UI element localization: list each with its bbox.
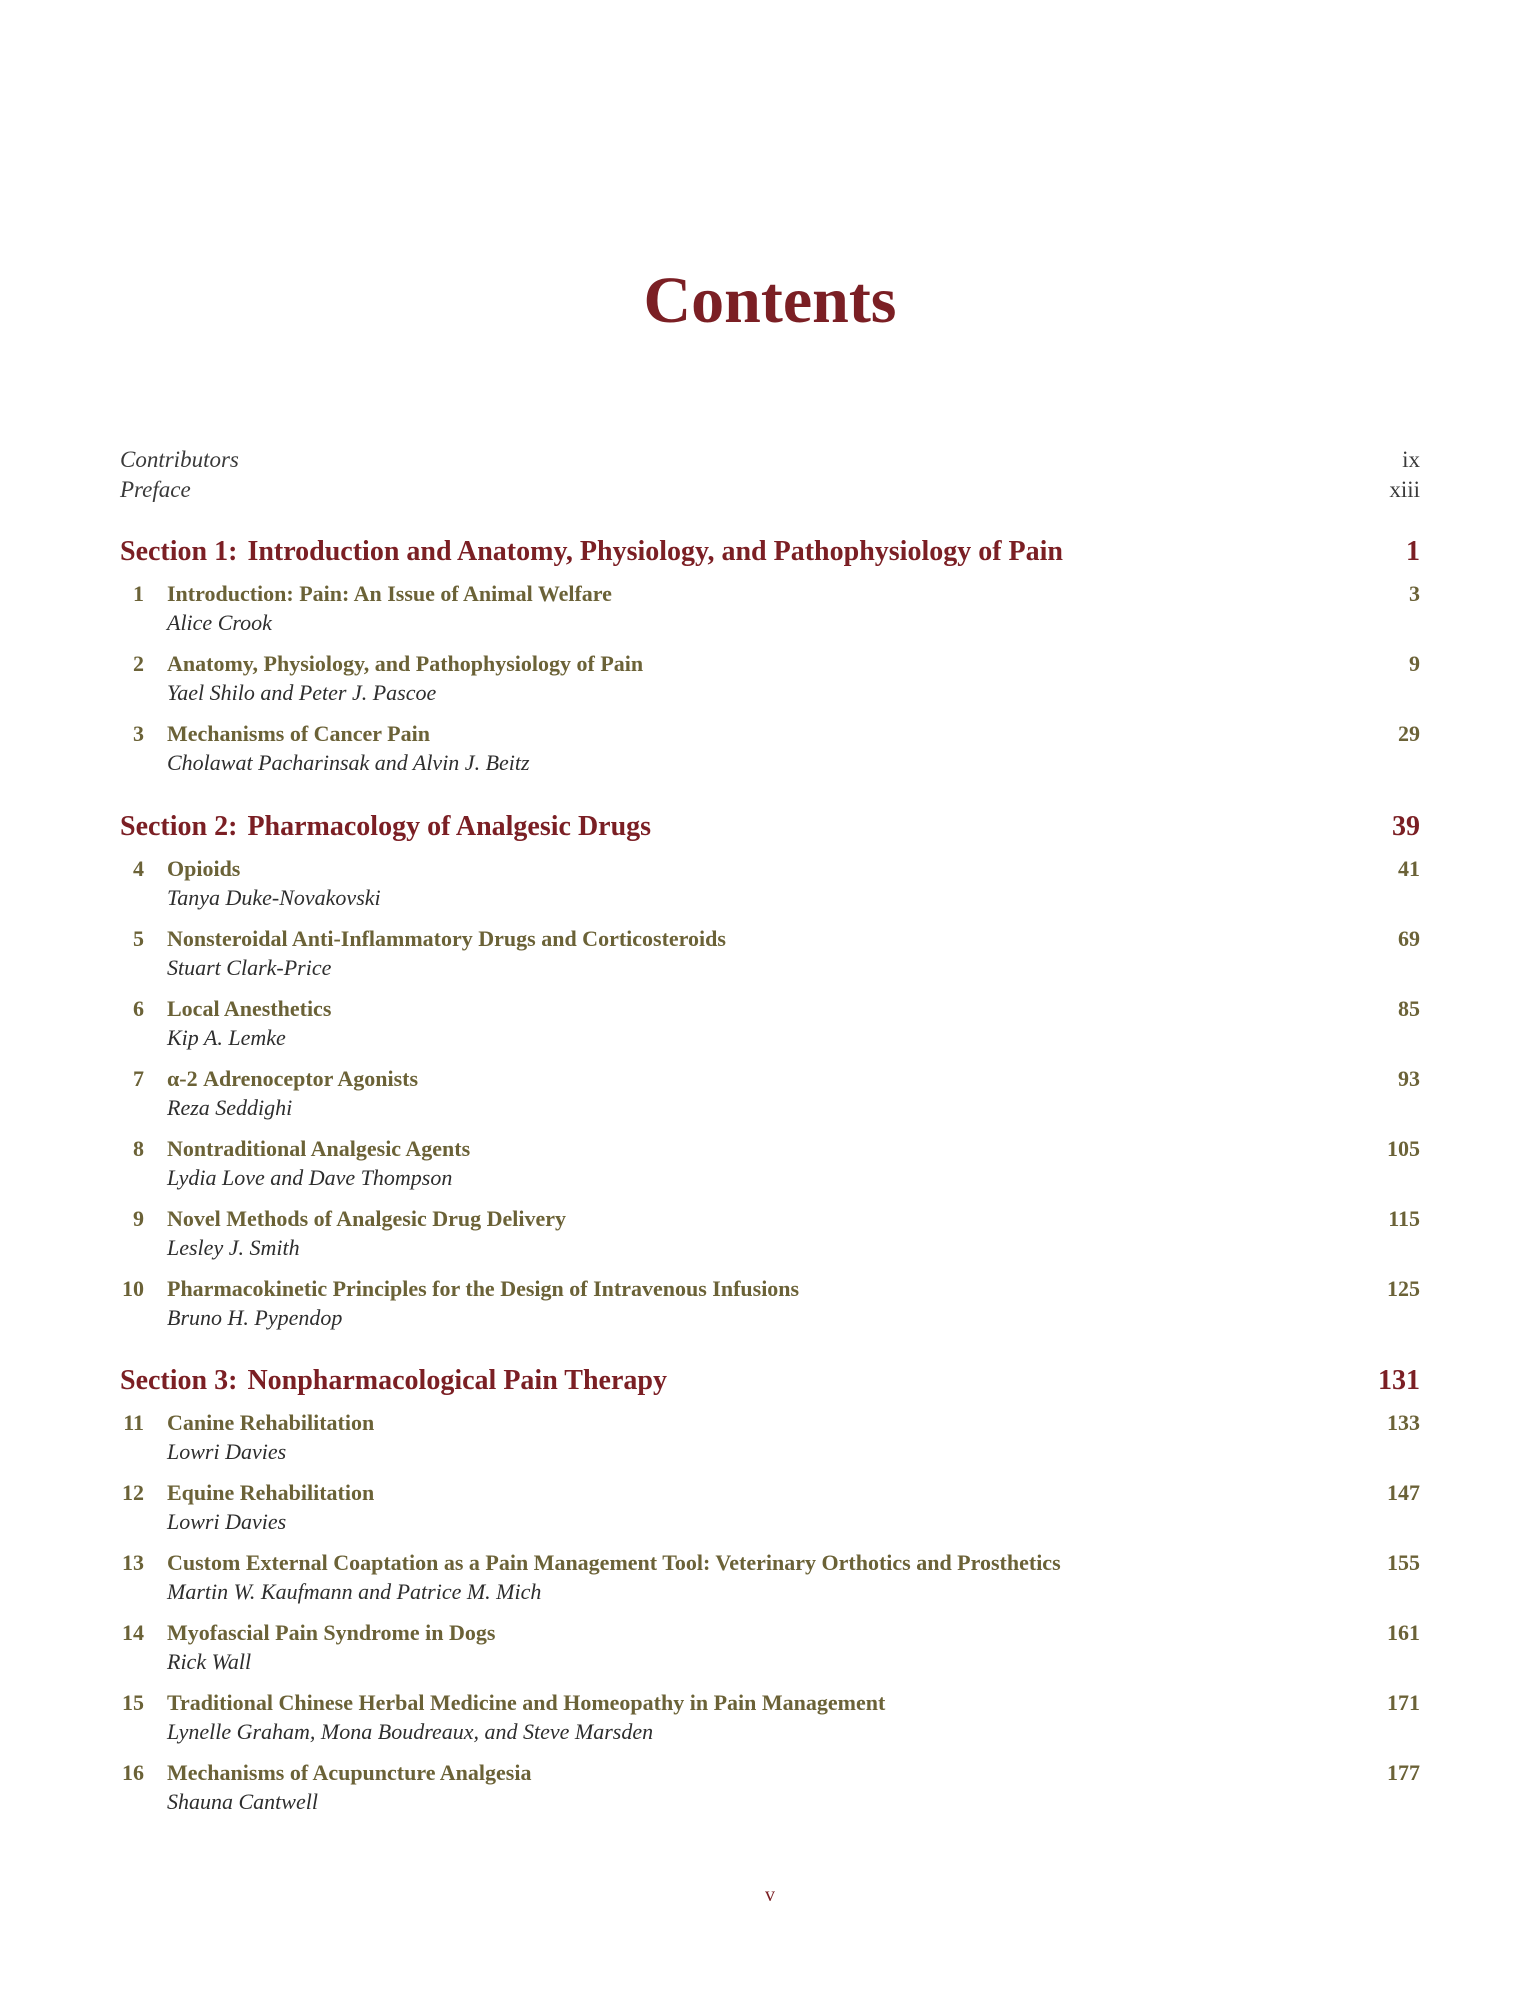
front-matter-label: Preface [120, 477, 191, 502]
chapter-author: Yael Shilo and Peter J. Pascoe [167, 680, 437, 705]
chapter-entry[interactable] [120, 1479, 1420, 1535]
chapter-entry[interactable] [120, 720, 1420, 776]
chapter-entry[interactable] [120, 1135, 1420, 1191]
chapter-entry[interactable] [120, 1409, 1420, 1465]
chapter-entry[interactable] [120, 1549, 1420, 1605]
chapter-number: 8 [133, 1136, 144, 1161]
chapter-author: Lynelle Graham, Mona Boudreaux, and Steve Marsden [167, 1719, 654, 1744]
chapter-author: Reza Seddighi [167, 1095, 293, 1120]
front-matter-preface[interactable] [120, 476, 1420, 504]
section-1-heading[interactable] [120, 535, 1420, 569]
chapter-title: Opioids [167, 856, 241, 881]
chapter-page: 133 [1387, 1410, 1420, 1435]
chapter-title: Anatomy, Physiology, and Pathophysiology of Pain [167, 651, 644, 676]
section-title: Pharmacology of Analgesic Drugs [247, 811, 652, 842]
section-page: 131 [1378, 1365, 1420, 1396]
chapter-page: 105 [1387, 1136, 1420, 1161]
chapter-page: 41 [1398, 856, 1420, 881]
chapter-title: Canine Rehabilitation [167, 1410, 375, 1435]
chapter-author: Lesley J. Smith [167, 1235, 300, 1260]
chapter-title: Local Anesthetics [167, 996, 332, 1021]
chapter-title: Novel Methods of Analgesic Drug Delivery [167, 1206, 566, 1231]
chapter-author: Lowri Davies [167, 1509, 287, 1534]
chapter-page: 29 [1398, 721, 1420, 746]
chapter-page: 171 [1387, 1690, 1420, 1715]
chapter-entry[interactable] [120, 1689, 1420, 1745]
chapter-number: 11 [123, 1410, 144, 1435]
chapter-number: 5 [133, 926, 144, 951]
chapter-entry[interactable] [120, 855, 1420, 911]
chapter-title: Equine Rehabilitation [167, 1480, 375, 1505]
chapter-page: 85 [1398, 996, 1420, 1021]
chapter-page: 177 [1387, 1760, 1420, 1785]
chapter-author: Shauna Cantwell [167, 1789, 318, 1814]
chapter-page: 147 [1387, 1480, 1420, 1505]
section-2-heading[interactable] [120, 810, 1420, 844]
chapter-number: 12 [122, 1480, 144, 1505]
chapter-author: Tanya Duke-Novakovski [167, 885, 381, 910]
front-matter-label: Contributors [120, 447, 239, 472]
chapter-title: Traditional Chinese Herbal Medicine and Homeopathy in Pain Management [167, 1690, 886, 1715]
chapter-entry[interactable] [120, 925, 1420, 981]
chapter-number: 13 [122, 1550, 144, 1575]
chapter-title: Custom External Coaptation as a Pain Management Tool: Veterinary Orthotics and Prosthetics [167, 1550, 1061, 1575]
chapter-number: 6 [133, 996, 144, 1021]
chapter-page: 161 [1387, 1620, 1420, 1645]
chapter-title: Myofascial Pain Syndrome in Dogs [167, 1620, 496, 1645]
chapter-title: α-2 Adrenoceptor Agonists [167, 1066, 419, 1091]
section-title: Nonpharmacological Pain Therapy [247, 1365, 667, 1396]
front-matter-page: ix [1402, 447, 1420, 472]
chapter-entry[interactable] [120, 580, 1420, 636]
chapter-author: Kip A. Lemke [167, 1025, 286, 1050]
chapter-entry[interactable] [120, 1619, 1420, 1675]
chapter-page: 9 [1409, 651, 1420, 676]
chapter-number: 1 [133, 581, 144, 606]
chapter-author: Martin W. Kaufmann and Patrice M. Mich [167, 1579, 542, 1604]
chapter-entry[interactable] [120, 1065, 1420, 1121]
chapter-page: 125 [1387, 1276, 1420, 1301]
chapter-number: 9 [133, 1206, 144, 1231]
front-matter-contributors[interactable] [120, 446, 1420, 474]
chapter-title: Mechanisms of Cancer Pain [167, 721, 430, 746]
chapter-number: 16 [122, 1760, 144, 1785]
chapter-entry[interactable] [120, 650, 1420, 706]
chapter-title: Nontraditional Analgesic Agents [167, 1136, 471, 1161]
page-title: Contents [643, 264, 897, 337]
chapter-page: 3 [1409, 581, 1420, 606]
chapter-title: Mechanisms of Acupuncture Analgesia [167, 1760, 532, 1785]
chapter-number: 15 [122, 1690, 144, 1715]
page-folio: v [765, 1884, 775, 1906]
chapter-page: 155 [1387, 1550, 1420, 1575]
chapter-author: Lydia Love and Dave Thompson [167, 1165, 453, 1190]
chapter-author: Cholawat Pacharinsak and Alvin J. Beitz [167, 750, 530, 775]
chapter-number: 3 [133, 721, 144, 746]
section-number: Section 2: [120, 811, 238, 842]
chapter-author: Bruno H. Pypendop [167, 1305, 343, 1330]
chapter-entry[interactable] [120, 1759, 1420, 1815]
chapter-author: Alice Crook [167, 610, 272, 635]
chapter-title: Pharmacokinetic Principles for the Design of Intravenous Infusions [167, 1276, 800, 1301]
section-page: 1 [1406, 536, 1420, 567]
chapter-number: 14 [122, 1620, 144, 1645]
chapter-title: Nonsteroidal Anti-Inflammatory Drugs and Corticosteroids [167, 926, 726, 951]
chapter-page: 93 [1398, 1066, 1420, 1091]
chapter-author: Rick Wall [167, 1649, 252, 1674]
chapter-title: Introduction: Pain: An Issue of Animal Welfare [167, 581, 612, 606]
chapter-entry[interactable] [120, 995, 1420, 1051]
chapter-page: 115 [1388, 1206, 1420, 1231]
section-number: Section 1: [120, 536, 238, 567]
chapter-number: 7 [133, 1066, 144, 1091]
chapter-number: 10 [122, 1276, 144, 1301]
chapter-entry[interactable] [120, 1205, 1420, 1261]
section-title: Introduction and Anatomy, Physiology, and Pathophysiology of Pain [247, 536, 1064, 567]
chapter-author: Lowri Davies [167, 1439, 287, 1464]
chapter-entry[interactable] [120, 1275, 1420, 1331]
chapter-number: 4 [133, 856, 144, 881]
chapter-author: Stuart Clark-Price [167, 955, 332, 980]
section-number: Section 3: [120, 1365, 238, 1396]
chapter-number: 2 [133, 651, 144, 676]
section-3-heading[interactable] [120, 1364, 1420, 1398]
contents-page [120, 0, 1420, 1992]
section-page: 39 [1392, 811, 1420, 842]
chapter-page: 69 [1398, 926, 1420, 951]
front-matter-page: xiii [1389, 477, 1420, 502]
